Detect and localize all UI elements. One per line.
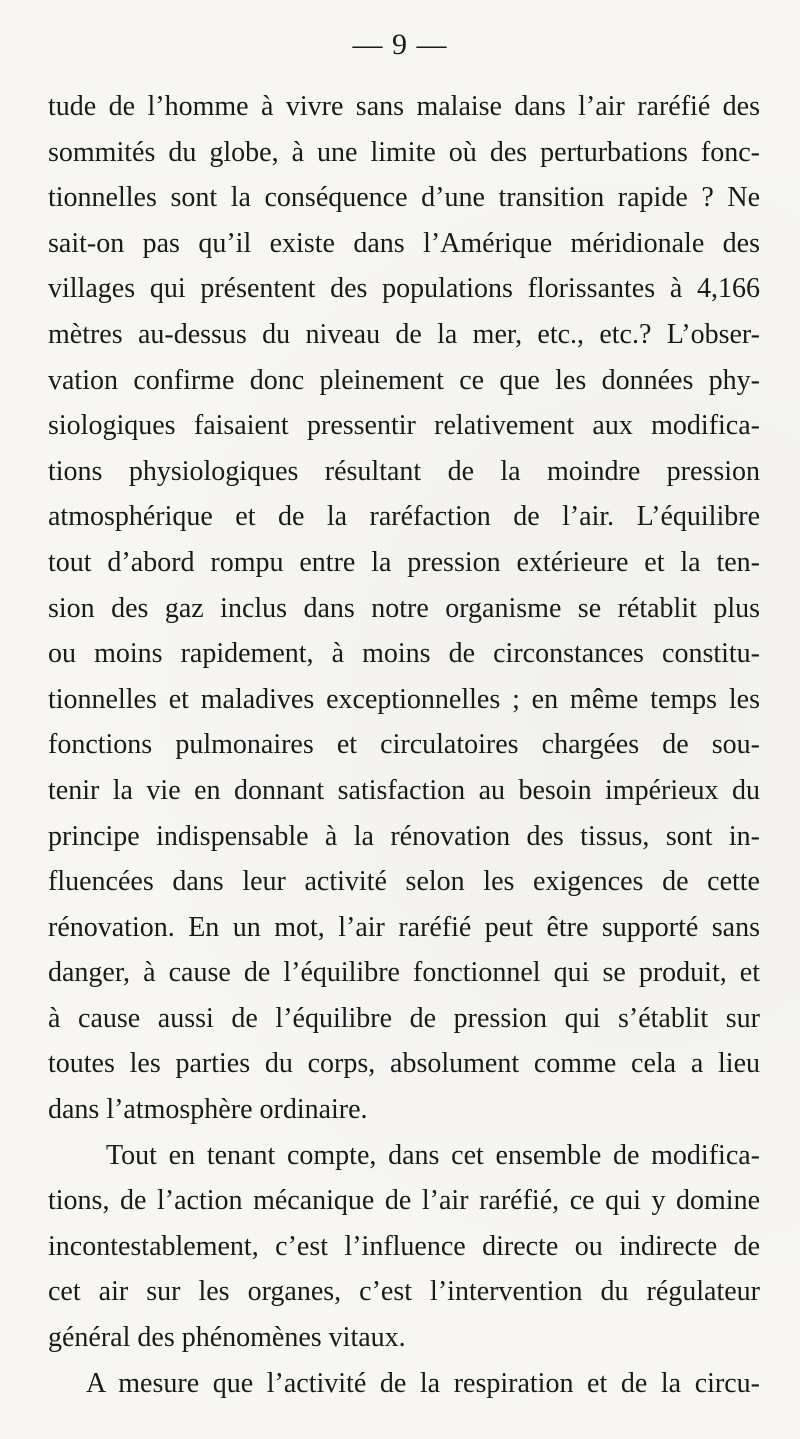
text-line: ou moins rapidement, à moins de circonstances constitu- <box>48 638 760 670</box>
paragraph-end-line: dans l’atmosphère ordinaire. <box>48 1094 368 1126</box>
text-line: incontestablement, c’est l’influence directe ou indirecte de <box>48 1230 760 1262</box>
text-line: cet air sur les organes, c’est l’intervention du régulateur <box>48 1276 760 1308</box>
page-number: — 9 — <box>352 28 448 61</box>
paragraph-start-line: A mesure que l’activité de la respiration et de la circu- <box>86 1367 760 1399</box>
text-line: tude de l’homme à vivre sans malaise dans l’air raréfié des <box>48 91 760 122</box>
text-line: atmosphérique et de la raréfaction de l’air. L’équilibre <box>48 501 760 533</box>
text-line: danger, à cause de l’équilibre fonctionnel qui se produit, et <box>48 957 760 989</box>
text-line: tionnelles et maladives exceptionnelles ; en même temps les <box>48 683 760 715</box>
text-line: siologiques faisaient pressentir relativement aux modifica- <box>48 410 760 442</box>
text-line: tout d’abord rompu entre la pression extérieure et la ten- <box>48 546 760 578</box>
paragraph-start-line: Tout en tenant compte, dans cet ensemble de modifica- <box>106 1139 760 1171</box>
text-line: sion des gaz inclus dans notre organisme se rétablit plus <box>48 592 760 624</box>
text-line: tions, de l’action mécanique de l’air raréfié, ce qui y domine <box>48 1185 760 1217</box>
paragraph-end-line: général des phénomènes vitaux. <box>48 1322 406 1354</box>
text-line: tions physiologiques résultant de la moindre pression <box>48 455 760 487</box>
text-line: à cause aussi de l’équilibre de pression qui s’établit sur <box>48 1002 760 1034</box>
text-line: toutes les parties du corps, absolument comme cela a lieu <box>48 1048 760 1080</box>
text-line: mètres au-dessus du niveau de la mer, etc., etc.? L’obser- <box>48 318 760 350</box>
text-line: sait-on pas qu’il existe dans l’Amérique méridionale des <box>48 227 760 259</box>
text-line: sommités du globe, à une limite où des perturbations fonc- <box>48 136 760 168</box>
text-line: tionnelles sont la conséquence d’une transition rapide ? Ne <box>48 182 760 214</box>
text-line: vation confirme donc pleinement ce que les données phy- <box>48 364 760 396</box>
body-text <box>48 84 760 1406</box>
text-line: villages qui présentent des populations florissantes à 4,166 <box>48 273 760 305</box>
text-line: rénovation. En un mot, l’air raréfié peut être supporté sans <box>48 911 760 943</box>
text-line: fluencées dans leur activité selon les exigences de cette <box>48 866 760 898</box>
text-line: tenir la vie en donnant satisfaction au besoin impérieux du <box>48 774 760 806</box>
text-line: principe indispensable à la rénovation des tissus, sont in- <box>48 820 760 852</box>
text-line: fonctions pulmonaires et circulatoires chargées de sou- <box>48 729 760 761</box>
